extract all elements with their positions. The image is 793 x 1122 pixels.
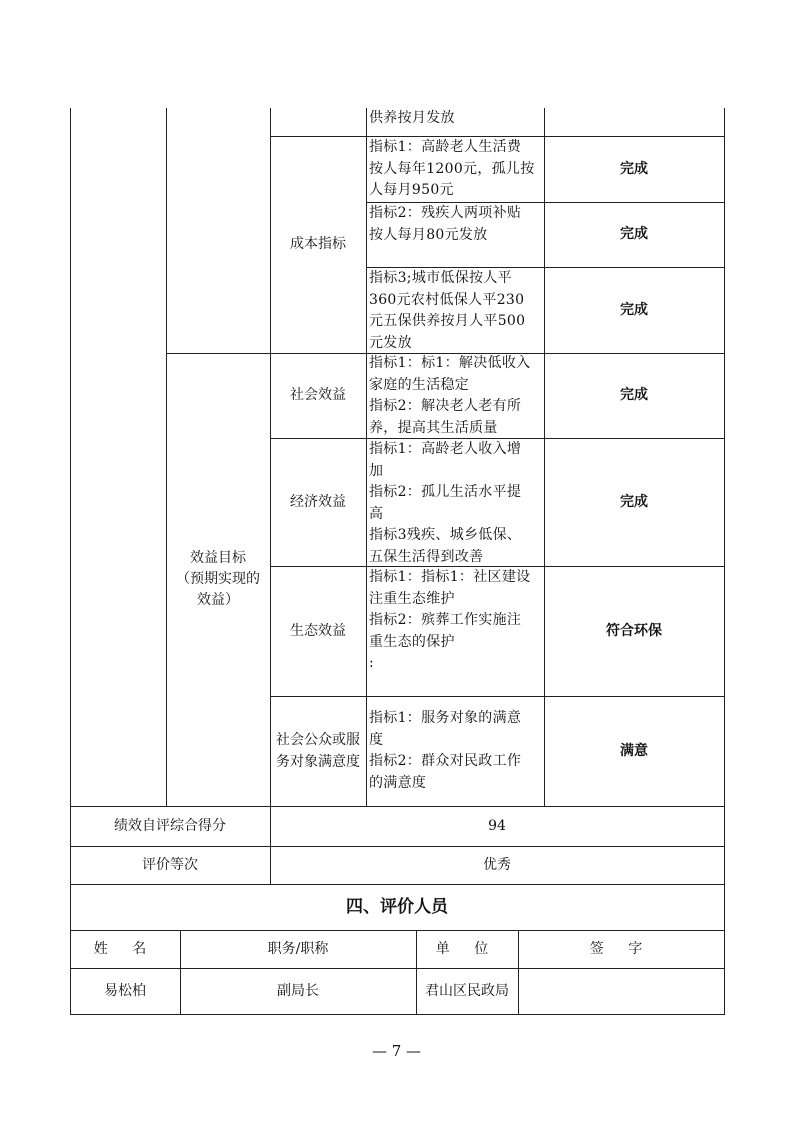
- cost-top-indicator: 供养按月发放: [369, 110, 455, 126]
- ecological-benefit-status: 符合环保: [606, 622, 662, 639]
- cost-status-3: 完成: [620, 301, 648, 318]
- grade-value: 优秀: [483, 856, 511, 873]
- ecological-benefit-indicator: 指标1：指标1：社区建设 注重生态维护 指标2：殡葬工作实施注 重生态的保护 :: [369, 569, 531, 671]
- page-number: — 7 —: [371, 1042, 422, 1060]
- person-signature: [518, 968, 724, 1014]
- score-value: 94: [488, 817, 506, 834]
- header-signature: 签 字: [589, 940, 653, 957]
- person-title: 副局长: [277, 982, 319, 999]
- satisfaction-label: 社会公众或服 务对象满意度: [276, 732, 360, 770]
- cost-status-2: 完成: [620, 226, 648, 242]
- social-benefit-indicator: 指标1：标1：解决低收入 家庭的生活稳定 指标2：解决老人老有所 养，提高其生活质量: [369, 355, 531, 436]
- cost-indicator-2: 指标2：残疾人两项补贴 按人每月80元发放: [369, 205, 522, 243]
- economic-benefit-indicator: 指标1：高龄老人收入增 加 指标2：孤儿生活水平提 高 指标3残疾、城乡低保、 五保生活得到改善: [369, 441, 522, 565]
- benefit-target-label: 效益目标 （预期实现的 效益）: [176, 550, 260, 608]
- section-title: 四、评价人员: [346, 896, 448, 917]
- score-label: 绩效自评综合得分: [114, 817, 226, 834]
- person-name: 易松柏: [104, 982, 146, 999]
- economic-benefit-label: 经济效益: [290, 493, 346, 510]
- social-benefit-status: 完成: [620, 387, 648, 403]
- header-name: 姓 名: [93, 940, 157, 957]
- economic-benefit-status: 完成: [620, 493, 648, 510]
- cost-indicator-3: 指标3;城市低保按人平 360元农村低保人平230 元五保供养按月人平500 元发放: [369, 270, 526, 351]
- ecological-benefit-label: 生态效益: [290, 622, 346, 639]
- cost-indicator-1: 指标1：高龄老人生活费 按人每年1200元，孤儿按 人每月950元: [369, 139, 535, 198]
- person-unit: 君山区民政局: [425, 982, 509, 999]
- satisfaction-indicator: 指标1：服务对象的满意 度 指标2：群众对民政工作 的满意度: [369, 710, 522, 791]
- cost-status-1: 完成: [620, 160, 648, 177]
- satisfaction-status: 满意: [620, 742, 648, 759]
- social-benefit-label: 社会效益: [290, 387, 346, 403]
- grade-label: 评价等次: [142, 856, 198, 873]
- header-title: 职务/职称: [267, 940, 329, 957]
- header-unit: 单 位: [435, 940, 499, 957]
- cost-indicator-label: 成本指标: [290, 236, 346, 252]
